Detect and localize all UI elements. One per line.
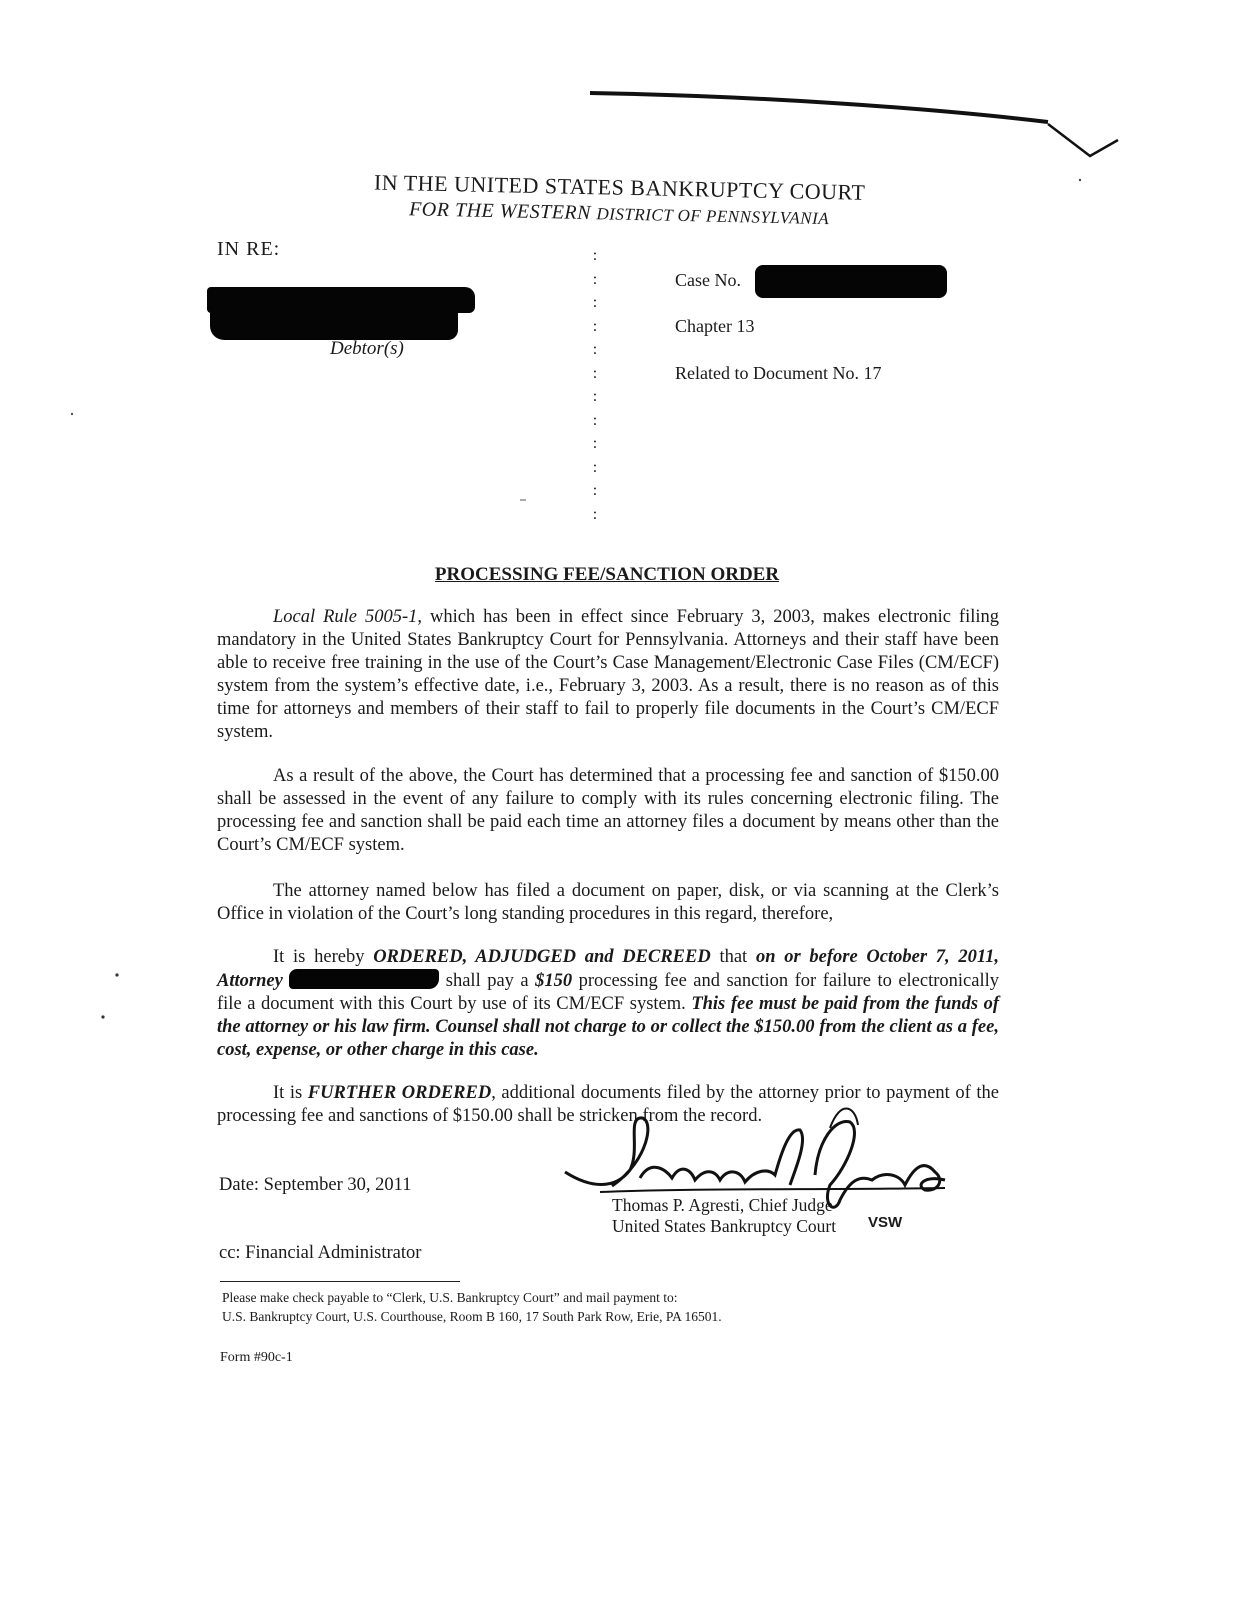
clerk-initials: VSW bbox=[868, 1214, 903, 1231]
footnote-line-1: Please make check payable to “Clerk, U.S. Bankruptcy Court” and mail payment to: bbox=[222, 1290, 678, 1305]
paragraph-2: As a result of the above, the Court has determined that a processing fee and sanction of $150.00 shall be assessed in the event of any failure to comply with its rules concerning electronic filing. The processing fee and sanction shall be paid each time an attorney files a document by means other than the Court’s CM/ECF system. bbox=[217, 766, 999, 855]
form-number: Form #90c-1 bbox=[220, 1350, 293, 1365]
court-header-line1: IN THE UNITED STATES BANKRUPTCY COURT bbox=[373, 169, 866, 205]
cc-line: cc: Financial Administrator bbox=[219, 1243, 422, 1263]
in-re-label: IN RE: bbox=[217, 238, 281, 260]
paragraph-5-further-ordered: It is FURTHER ORDERED, additional documents filed by the attorney prior to payment of the processing fee and sanctions of $150.00 shall be stricken from the record. bbox=[217, 1083, 999, 1126]
paragraph-1: Local Rule 5005-1, which has been in effect since February 3, 2003, makes electronic filing mandatory in the United States Bankruptcy Court for Pennsylvania. Attorneys and their staff have been able to receive free training in the use of the Court’s Case Management/Electronic Case Files (CM/ECF) system from the system’s effective date, i.e., February 3, 2003. As a result, there is no reason as of this time for attorneys and members of their staff to fail to properly file documents in the Court’s CM/ECF system. bbox=[217, 607, 999, 742]
order-date: Date: September 30, 2011 bbox=[219, 1175, 412, 1195]
court-header-line2: FOR THE WESTERN DISTRICT OF PENNSYLVANIA bbox=[408, 198, 830, 229]
payment-footnote bbox=[222, 1288, 722, 1326]
footnote-line-2: U.S. Bankruptcy Court, U.S. Courthouse, Room B 160, 17 South Park Row, Erie, PA 16501. bbox=[222, 1309, 722, 1324]
paragraph-3: The attorney named below has filed a document on paper, disk, or via scanning at the Clerk’s Office in violation of the Court’s long standing procedures in this regard, therefore, bbox=[217, 881, 999, 924]
caption-colon-column: : : : : : : : : : : : : bbox=[592, 247, 598, 523]
related-document-label: Related to Document No. 17 bbox=[675, 363, 882, 383]
judge-court: United States Bankruptcy Court bbox=[612, 1216, 837, 1236]
local-rule-ref: Local Rule 5005-1 bbox=[273, 607, 418, 627]
paragraph-4-order: It is hereby ORDERED, ADJUDGED and DECREED that on or before October 7, 2011, Attorney shall pay a $150 processing fee and sanction for failure to electronically file a document with this Court by use of its CM/ECF system. This fee must be paid from the funds of the attorney or his law firm. Counsel shall not charge to or collect the $150.00 from the client as a fee, cost, expense, or other charge in this case. bbox=[217, 947, 1000, 1060]
case-number-label: Case No. bbox=[675, 270, 741, 290]
judge-name: Thomas P. Agresti, Chief Judge bbox=[612, 1195, 833, 1215]
chapter-label: Chapter 13 bbox=[675, 316, 755, 336]
judge-signature-block bbox=[612, 1195, 836, 1237]
order-title: PROCESSING FEE/SANCTION ORDER bbox=[434, 564, 780, 585]
debtor-label: Debtor(s) bbox=[330, 338, 404, 359]
footnote-divider bbox=[220, 1281, 460, 1282]
